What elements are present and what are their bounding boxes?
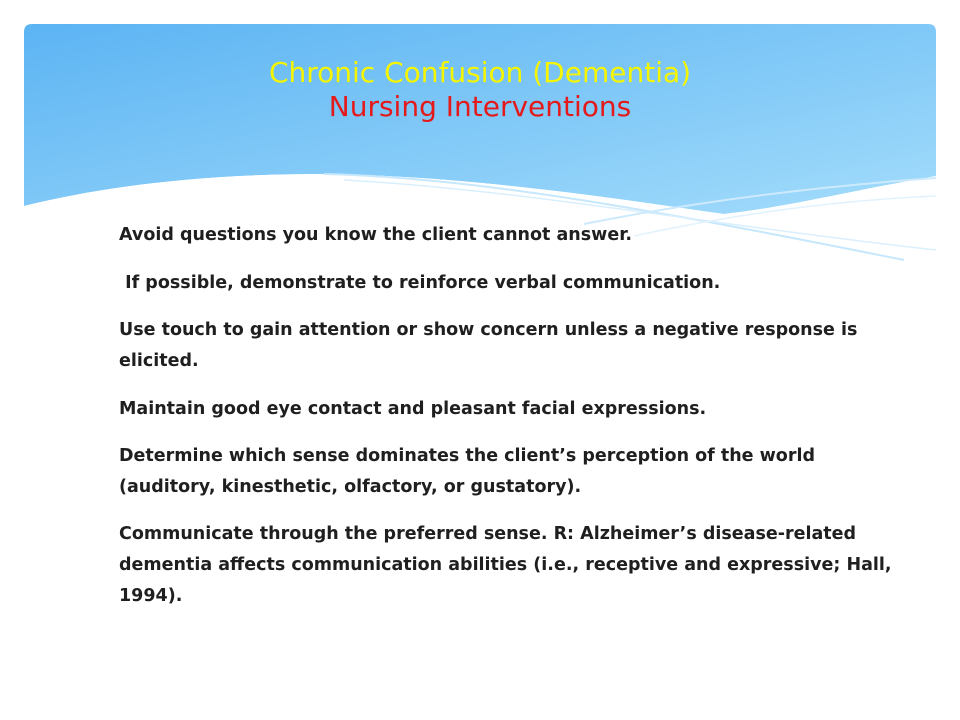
bullet-dominant-sense: Determine which sense dominates the client’s perception of the world (auditory, kinesthetic, olfactory, or gustatory). [119, 446, 815, 497]
bullet-preferred-sense: Communicate through the preferred sense. R: Alzheimer’s disease-related dementia affects communication abilities (i.e., receptive and expressive; Hall, 1994). [119, 524, 892, 606]
bullet-list [119, 220, 899, 628]
bullet-demonstrate: If possible, demonstrate to reinforce verbal communication. [119, 272, 721, 293]
title-block [24, 56, 936, 124]
bullet-avoid-questions: Avoid questions you know the client cannot answer. [119, 225, 632, 245]
slide-subtitle: Nursing Interventions [328, 90, 632, 124]
bullet-eye-contact: Maintain good eye contact and pleasant facial expressions. [119, 398, 707, 419]
bullet-use-touch: Use touch to gain attention or show concern unless a negative response is elicited. [119, 320, 858, 371]
slide-title: Chronic Confusion (Dementia) [268, 56, 692, 89]
